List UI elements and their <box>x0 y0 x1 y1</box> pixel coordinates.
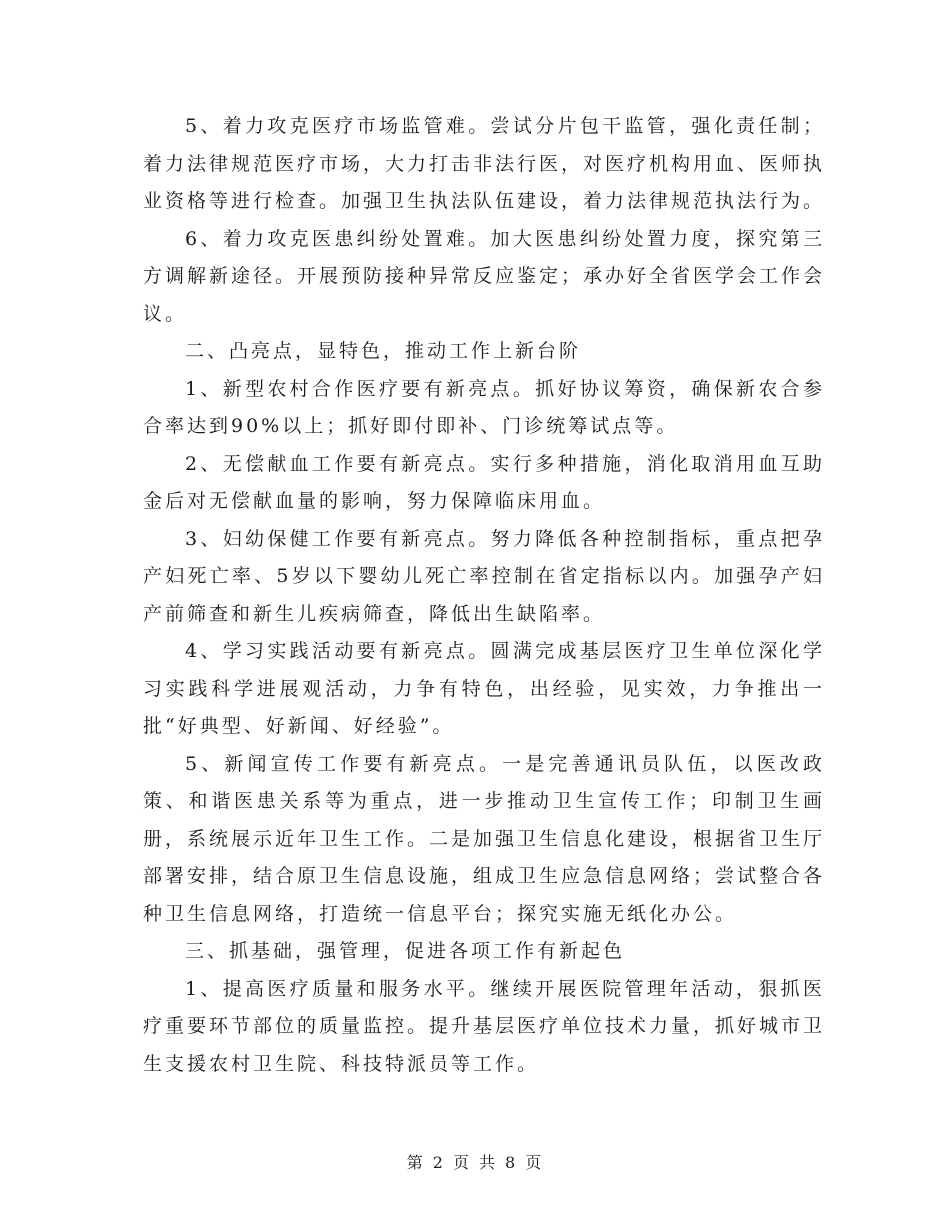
footer-page-word: 页 <box>452 1153 471 1172</box>
paragraph-4: 2、无偿献血工作要有新亮点。实行多种措施，消化取消用血互助金后对无偿献血量的影响，努力保障临床用血。 <box>143 452 825 512</box>
paragraph-3: 1、新型农村合作医疗要有新亮点。抓好协议筹资，确保新农合参合率达到90%以上；抓好即付即补、门诊统筹试点等。 <box>143 377 825 437</box>
page-footer <box>0 1150 950 1173</box>
document-body <box>143 108 825 1083</box>
section-heading-2: 二、凸亮点，显特色，推动工作上新台阶 <box>185 340 582 362</box>
footer-total-pages: 8 <box>505 1153 518 1172</box>
section-heading-3: 三、抓基础，强管理，促进各项工作有新起色 <box>185 940 626 962</box>
paragraph-7: 5、新闻宣传工作要有新亮点。一是完善通讯员队伍，以医改政策、和谐医患关系等为重点，进一步推动卫生宣传工作；印制卫生画册，系统展示近年卫生工作。二是加强卫生信息化建设，根据省卫生厅部署安排，结合原卫生信息设施，组成卫生应急信息网络；尝试整合各种卫生信息网络，打造统一信息平台；探究实施无纸化办公。 <box>143 752 826 925</box>
footer-current-page: 2 <box>432 1153 445 1172</box>
paragraph-5: 3、妇幼保健工作要有新亮点。努力降低各种控制指标，重点把孕产妇死亡率、5岁以下婴幼儿死亡率控制在省定指标以内。加强孕产妇产前筛查和新生儿疾病筛查，降低出生缺陷率。 <box>143 527 825 625</box>
paragraph-1: 5、着力攻克医疗市场监管难。尝试分片包干监管，强化责任制；着力法律规范医疗市场，大力打击非法行医，对医疗机构用血、医师执业资格等进行检查。加强卫生执法队伍建设，着力法律规范执法行为。 <box>143 115 826 212</box>
footer-total-word: 共 <box>479 1153 498 1172</box>
paragraph-2: 6、着力攻克医患纠纷处置难。加大医患纠纷处置力度，探究第三方调解新途径。开展预防接种异常反应鉴定；承办好全省医学会工作会议。 <box>143 227 826 325</box>
footer-suffix: 页 <box>525 1153 544 1172</box>
footer-prefix: 第 <box>406 1153 425 1172</box>
paragraph-8: 1、提高医疗质量和服务水平。继续开展医院管理年活动，狠抓医疗重要环节部位的质量监控。提升基层医疗单位技术力量，抓好城市卫生支援农村卫生院、科技特派员等工作。 <box>143 977 826 1075</box>
paragraph-6: 4、学习实践活动要有新亮点。圆满完成基层医疗卫生单位深化学习实践科学进展观活动，力争有特色，出经验，见实效，力争推出一批“好典型、好新闻、好经验”。 <box>143 640 825 737</box>
